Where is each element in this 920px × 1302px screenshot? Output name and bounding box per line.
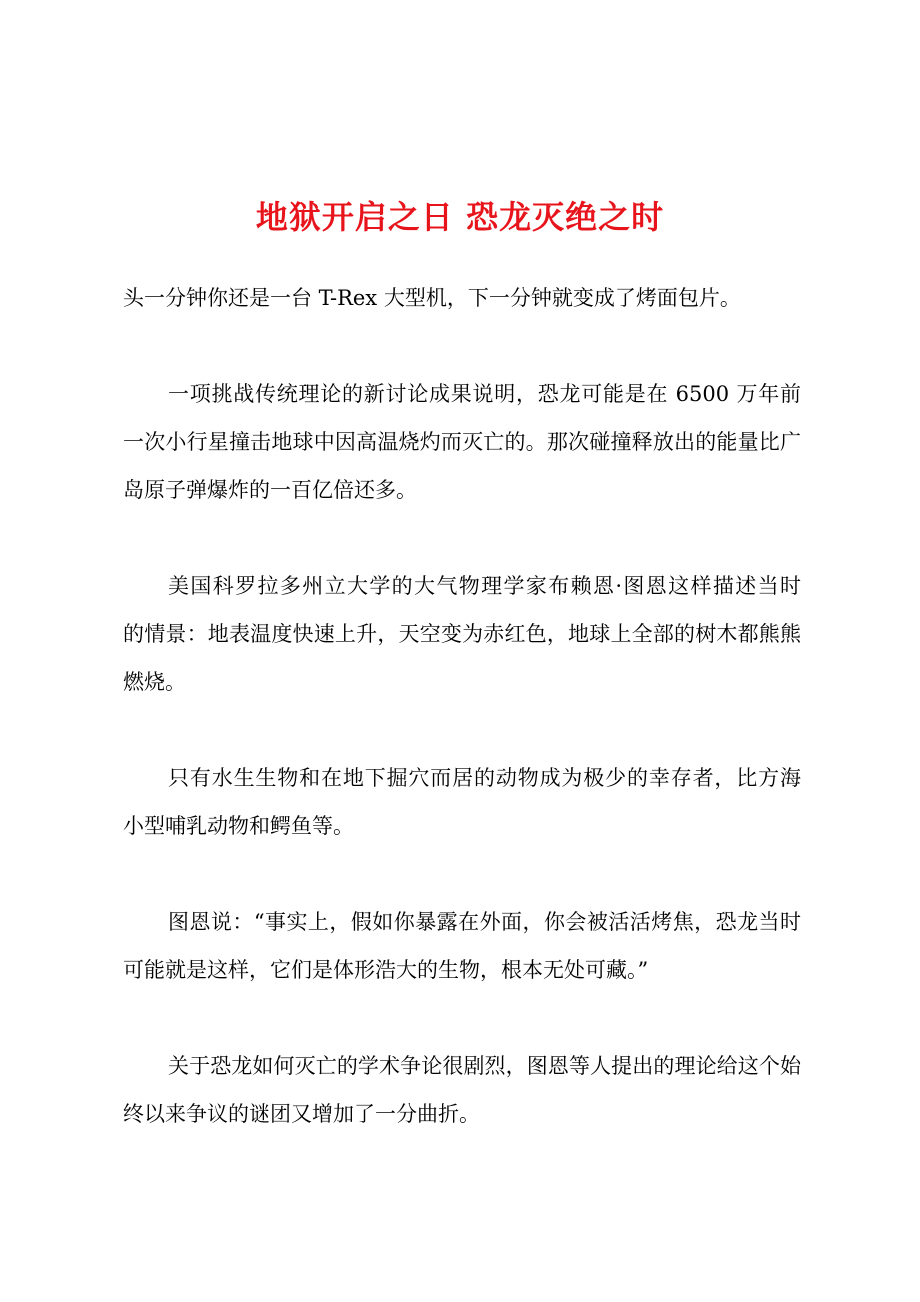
- paragraph-line: 终以来争议的谜团又增加了一分曲折。: [123, 1102, 480, 1126]
- paragraph: [123, 1042, 801, 1138]
- paragraph-line: 的情景：地表温度快速上升，天空变为赤红色，地球上全部的树木都熊熊: [123, 622, 801, 646]
- paragraph-line: 小型哺乳动物和鳄鱼等。: [123, 814, 354, 838]
- paragraph: [123, 754, 801, 850]
- paragraph-line: 只有水生生物和在地下掘穴而居的动物成为极少的幸存者，比方海: [168, 766, 801, 790]
- paragraph-line: 关于恐龙如何灭亡的学术争论很剧烈，图恩等人提出的理论给这个始: [168, 1054, 801, 1078]
- paragraph-line: 岛原子弹爆炸的一百亿倍还多。: [123, 478, 417, 502]
- paragraph-line: 美国科罗拉多州立大学的大气物理学家布赖恩·图恩这样描述当时: [168, 574, 801, 598]
- paragraph-line: 头一分钟你还是一台 T-Rex 大型机，下一分钟就变成了烤面包片。: [123, 286, 741, 310]
- paragraph-line: 可能就是这样，它们是体形浩大的生物，根本无处可藏。”: [123, 958, 649, 982]
- paragraph-line: 一次小行星撞击地球中因高温烧灼而灭亡的。那次碰撞释放出的能量比广: [123, 430, 801, 454]
- document-title: 地狱开启之日 恐龙灭绝之时: [255, 198, 665, 236]
- paragraph: [123, 898, 801, 994]
- paragraph-line: 一项挑战传统理论的新讨论成果说明，恐龙可能是在 6500 万年前: [168, 382, 801, 406]
- paragraph-line: 图恩说：“事实上，假如你暴露在外面，你会被活活烤焦，恐龙当时: [168, 910, 801, 934]
- paragraph: [123, 274, 801, 322]
- paragraph: [123, 562, 801, 706]
- paragraph-line: 燃烧。: [123, 670, 186, 694]
- document-body: [123, 274, 801, 1186]
- paragraph: [123, 370, 801, 514]
